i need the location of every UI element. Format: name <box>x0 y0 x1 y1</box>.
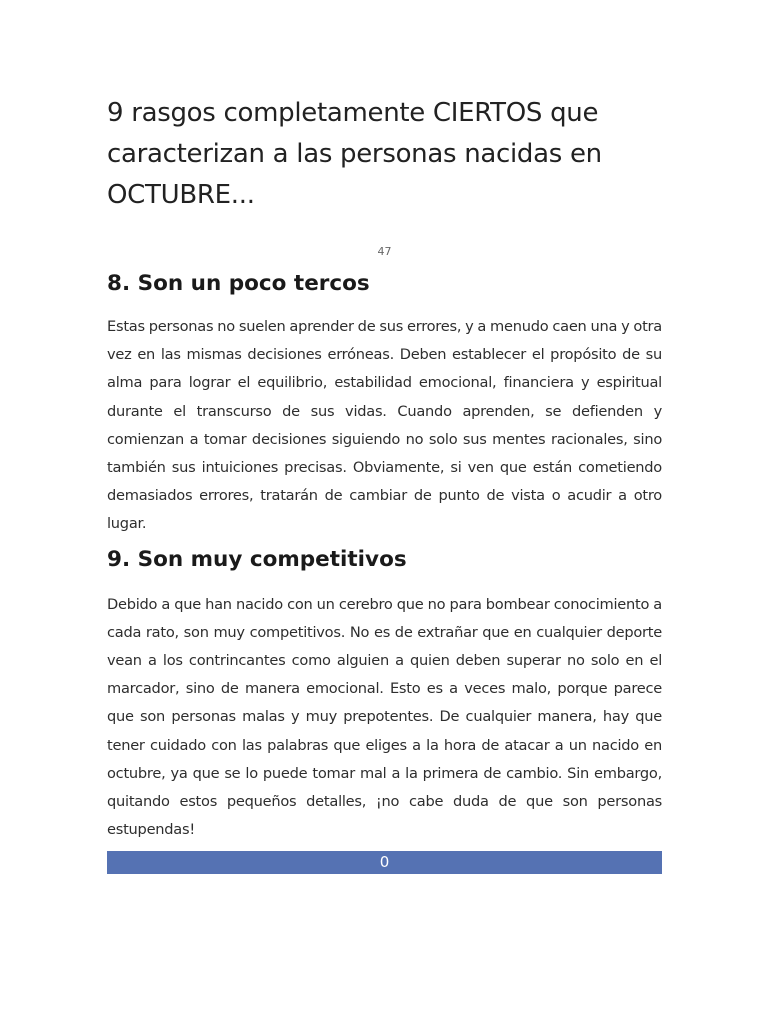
section-text-9: Debido a que han nacido con un cerebro que no para bombear conocimiento a cada rato, son muy competitivos. No es de extrañar que en cualquier deporte vean a los contrincantes como alguien a quien deben superar no solo en el marcador, sino de manera emocional. Esto es a veces malo, porque parece que son personas malas y muy prepotentes. De cualquier manera, hay que tener cuidado con las palabras que eliges a la hora de atacar a un nacido en octubre, ya que se lo puede tomar mal a la primera de cambio. Sin embargo, quitando estos pequeños detalles, ¡no cabe duda de que son personas estupendas! <box>107 595 662 839</box>
view-count: 47 <box>377 245 392 258</box>
article <box>107 93 662 874</box>
section-text-8: Estas personas no suelen aprender de sus errores, y a menudo caen una y otra vez en las mismas decisiones erróneas. Deben establecer el propósito de su alma para lograr el equilibrio, estabilidad emocional, financiera y espiritual durante el transcurso de sus vidas. Cuando aprenden, se defienden y comienzan a tomar decisiones siguiendo no solo sus mentes racionales, sino también sus intuiciones precisas. Obviamente, si ven que están cometiendo demasiados errores, tratarán de cambiar de punto de vista o acudir a otro lugar. <box>107 318 662 533</box>
section-heading-9: 9. Son muy competitivos <box>107 546 407 572</box>
section-heading-8: 8. Son un poco tercos <box>107 271 370 296</box>
share-count-button[interactable]: 0 <box>107 851 662 874</box>
article-title: 9 rasgos completamente CIERTOS que caracterizan a las personas nacidas en OCTUBRE... <box>107 98 602 210</box>
